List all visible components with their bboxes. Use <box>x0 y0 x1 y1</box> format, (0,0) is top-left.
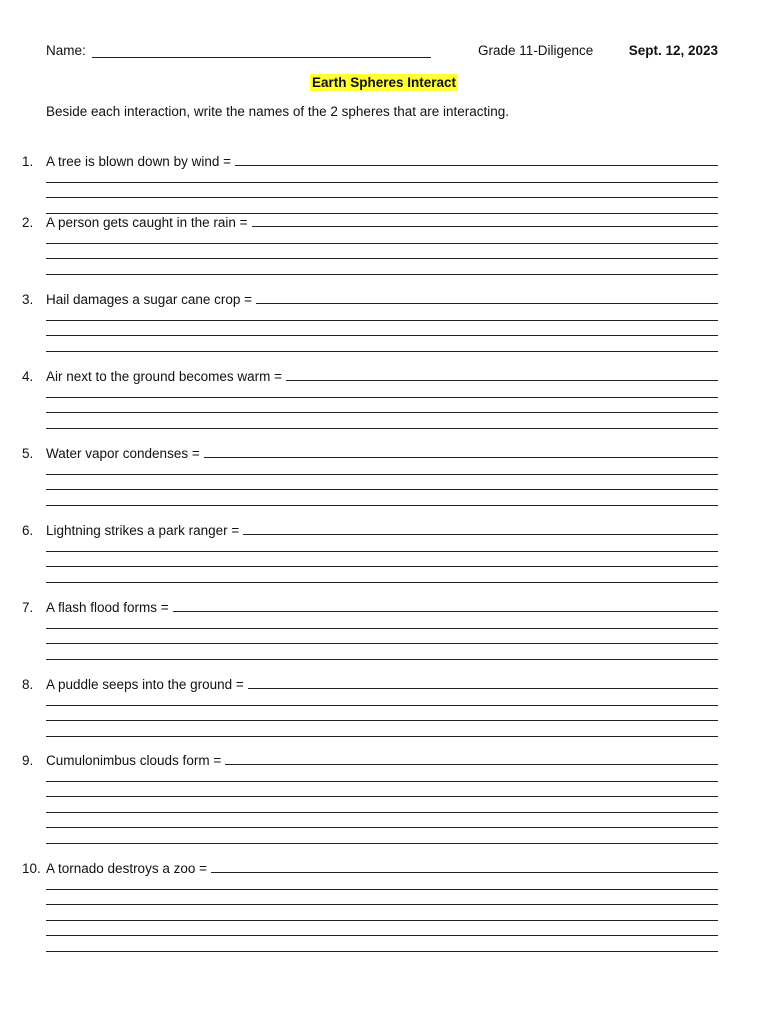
question-row <box>22 520 718 538</box>
question-number: 3. <box>22 292 34 307</box>
instructions-text: Beside each interaction, write the names of the 2 spheres that are interacting. <box>46 104 510 119</box>
answer-line[interactable] <box>46 474 718 475</box>
answer-line[interactable] <box>46 412 718 413</box>
question-number: 10. <box>22 861 41 876</box>
answer-line[interactable] <box>46 889 718 890</box>
question-number: 1. <box>22 154 34 169</box>
answer-line[interactable] <box>46 843 718 844</box>
answer-line[interactable] <box>46 904 718 905</box>
grade-label: Grade 11-Diligence <box>478 43 594 58</box>
answer-line[interactable] <box>46 705 718 706</box>
answer-line[interactable] <box>46 628 718 629</box>
name-blank-line[interactable] <box>92 57 431 58</box>
answer-line[interactable] <box>46 335 718 336</box>
worksheet-header <box>46 43 718 63</box>
date-label: Sept. 12, 2023 <box>628 43 718 58</box>
answer-line[interactable] <box>46 736 718 737</box>
answer-line[interactable] <box>46 505 718 506</box>
question-text: A tornado destroys a zoo = <box>46 861 207 876</box>
answer-blank-line[interactable] <box>243 534 718 535</box>
question-text: A tree is blown down by wind = <box>46 154 231 169</box>
answer-line[interactable] <box>46 827 718 828</box>
answer-blank-line[interactable] <box>204 457 718 458</box>
question-text: A flash flood forms = <box>46 600 169 615</box>
answer-line[interactable] <box>46 643 718 644</box>
answer-line[interactable] <box>46 428 718 429</box>
worksheet-title: Earth Spheres Interact <box>311 75 457 90</box>
answer-line[interactable] <box>46 935 718 936</box>
answer-line[interactable] <box>46 351 718 352</box>
answer-blank-line[interactable] <box>286 380 718 381</box>
question-number: 4. <box>22 369 34 384</box>
answer-blank-line[interactable] <box>225 764 718 765</box>
answer-line[interactable] <box>46 796 718 797</box>
question-number: 9. <box>22 753 34 768</box>
question-row <box>22 858 718 876</box>
question-text: Cumulonimbus clouds form = <box>46 753 222 768</box>
answer-blank-line[interactable] <box>211 872 718 873</box>
question-text: A puddle seeps into the ground = <box>46 677 244 692</box>
answer-line[interactable] <box>46 566 718 567</box>
answer-blank-line[interactable] <box>173 611 718 612</box>
answer-blank-line[interactable] <box>256 303 718 304</box>
answer-line[interactable] <box>46 659 718 660</box>
answer-line[interactable] <box>46 551 718 552</box>
answer-line[interactable] <box>46 582 718 583</box>
answer-blank-line[interactable] <box>248 688 718 689</box>
name-label: Name: <box>46 43 86 58</box>
question-row <box>22 674 718 692</box>
question-row <box>22 443 718 461</box>
answer-line[interactable] <box>46 720 718 721</box>
answer-line[interactable] <box>46 812 718 813</box>
answer-blank-line[interactable] <box>252 226 718 227</box>
answer-line[interactable] <box>46 243 718 244</box>
answer-line[interactable] <box>46 397 718 398</box>
question-number: 8. <box>22 677 34 692</box>
answer-blank-line[interactable] <box>235 165 718 166</box>
question-row <box>22 289 718 307</box>
answer-line[interactable] <box>46 197 718 198</box>
question-text: A person gets caught in the rain = <box>46 215 248 230</box>
question-number: 5. <box>22 446 34 461</box>
answer-line[interactable] <box>46 920 718 921</box>
question-text: Hail damages a sugar cane crop = <box>46 292 252 307</box>
answer-line[interactable] <box>46 781 718 782</box>
question-row <box>22 750 718 768</box>
answer-line[interactable] <box>46 258 718 259</box>
question-text: Water vapor condenses = <box>46 446 200 461</box>
answer-line[interactable] <box>46 274 718 275</box>
answer-line[interactable] <box>46 951 718 952</box>
title-container <box>0 74 768 92</box>
question-number: 7. <box>22 600 34 615</box>
question-number: 2. <box>22 215 34 230</box>
question-row <box>22 212 718 230</box>
answer-line[interactable] <box>46 182 718 183</box>
question-text: Air next to the ground becomes warm = <box>46 369 282 384</box>
question-row <box>22 597 718 615</box>
question-row <box>22 366 718 384</box>
question-number: 6. <box>22 523 34 538</box>
answer-line[interactable] <box>46 320 718 321</box>
question-row <box>22 151 718 169</box>
question-text: Lightning strikes a park ranger = <box>46 523 240 538</box>
answer-line[interactable] <box>46 489 718 490</box>
